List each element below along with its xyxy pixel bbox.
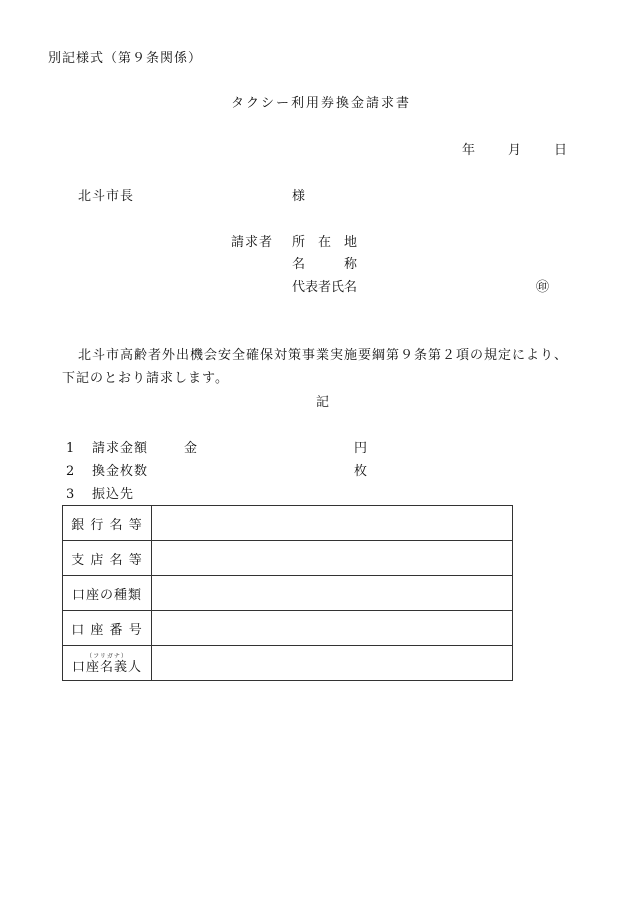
date-year-label: 年 bbox=[462, 143, 476, 158]
account-holder-label bbox=[63, 646, 152, 681]
form-header: 別記様式（第９条関係） bbox=[48, 51, 203, 66]
account-holder-text: 口座名義人 bbox=[71, 659, 142, 675]
claimant-name-label: 名 称 bbox=[292, 257, 358, 272]
date-month-label: 月 bbox=[508, 143, 522, 158]
addressee-honorific: 様 bbox=[292, 189, 306, 204]
ki-heading: 記 bbox=[316, 395, 330, 410]
account-type-field[interactable] bbox=[152, 576, 513, 611]
body-text-line2: 下記のとおり請求します。 bbox=[62, 371, 229, 386]
amount-unit: 円 bbox=[354, 441, 368, 456]
claimant-rep-label: 代表者氏名 bbox=[292, 280, 358, 295]
item-label: 振込先 bbox=[92, 487, 135, 502]
count-unit: 枚 bbox=[354, 464, 368, 479]
table-row bbox=[63, 506, 513, 541]
bank-name-label: 銀 行 名 等 bbox=[63, 506, 152, 541]
table-row bbox=[63, 646, 513, 681]
claimant-label: 請求者 bbox=[231, 235, 274, 250]
form-title: タクシー利用券換金請求書 bbox=[231, 96, 412, 111]
item-label: 請求金額 bbox=[92, 441, 149, 456]
item-number: 3 bbox=[66, 487, 75, 502]
item-label: 換金枚数 bbox=[92, 464, 149, 479]
claimant-address-label: 所 在 地 bbox=[292, 235, 358, 250]
item-number: 1 bbox=[66, 441, 75, 456]
body-text-line1: 北斗市高齢者外出機会安全確保対策事業実施要綱第９条第２項の規定により、 bbox=[78, 348, 569, 363]
bank-account-table bbox=[62, 505, 513, 681]
table-row bbox=[63, 541, 513, 576]
seal-mark: ㊞ bbox=[536, 280, 550, 295]
account-number-label: 口 座 番 号 bbox=[63, 611, 152, 646]
branch-name-label: 支 店 名 等 bbox=[63, 541, 152, 576]
branch-name-field[interactable] bbox=[152, 541, 513, 576]
amount-prefix: 金 bbox=[184, 441, 198, 456]
furigana-note: （フリガナ） bbox=[86, 652, 128, 660]
account-holder-field[interactable] bbox=[152, 646, 513, 681]
addressee-name: 北斗市長 bbox=[78, 189, 135, 204]
bank-name-field[interactable] bbox=[152, 506, 513, 541]
account-type-label: 口座の種類 bbox=[63, 576, 152, 611]
item-number: 2 bbox=[66, 464, 75, 479]
account-number-field[interactable] bbox=[152, 611, 513, 646]
table-row bbox=[63, 611, 513, 646]
table-row bbox=[63, 576, 513, 611]
date-day-label: 日 bbox=[554, 143, 568, 158]
